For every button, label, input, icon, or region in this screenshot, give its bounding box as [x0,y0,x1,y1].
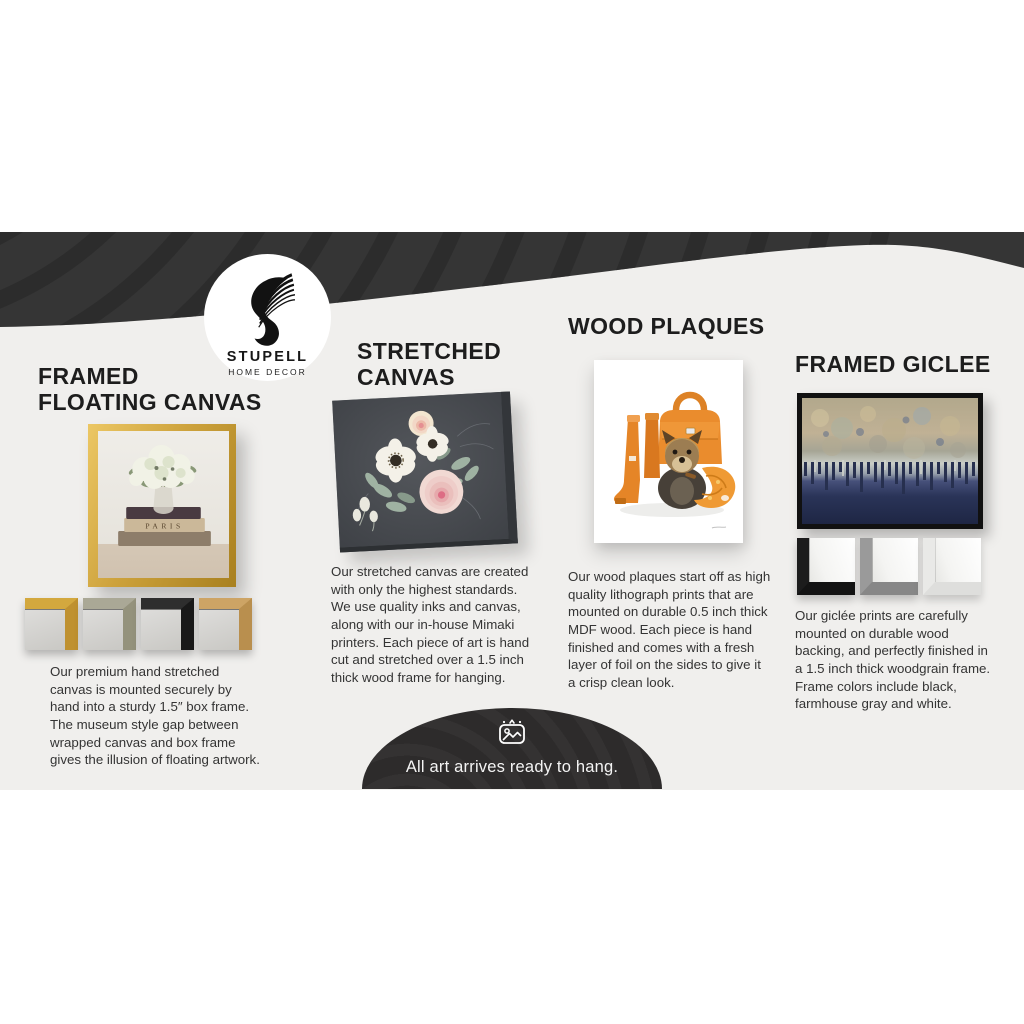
stretched-canvas-artwork [332,391,518,552]
giclee-frame-swatches [797,538,981,595]
frame-swatch-black [141,598,194,650]
floating-canvas-artwork [88,424,236,587]
section-description: Our premium hand stretched canvas is mounted securely by hand into a sturdy 1.5″ box frame. The museum style gap between wrapped canvas and box frame gives the illusion of floating artwork. [50,664,260,768]
brand-tagline: HOME DECOR [228,367,307,377]
frame-swatch-brass [199,598,252,650]
title-line: STRETCHED [357,338,502,364]
section-description: Our giclée prints are carefully mounted on durable wood backing, and perfectly finished in a 1.5 inch thick woodgrain frame. Frame colors include black, farmhouse gray and white. [795,608,991,712]
title-line: FLOATING CANVAS [38,389,262,416]
wood-plaque-artwork [594,360,743,543]
frame-swatch-gold [25,598,78,650]
frame-swatch-farmhouse-gray [860,538,918,595]
title-line: WOOD PLAQUES [568,313,765,339]
svg-text:PARIS: PARIS [145,521,184,531]
frame-swatch-pewter [83,598,136,650]
section-description: Our stretched canvas are created with only the highest standards. We use quality inks and canvas, along with our in-house Mimaki printers. Each piece of art is hand cut and stretched over a 1.5 inch thick wood frame for hanging. [331,564,530,686]
section-title-stretched-canvas [357,338,501,391]
banner-text: All art arrives ready to hang. [405,758,619,776]
floating-frame-swatches [25,598,252,650]
stupell-swoosh-icon [238,266,296,346]
frame-swatch-white [923,538,981,595]
title-line: FRAMED [38,363,139,389]
title-line: FRAMED GICLEE [795,351,991,377]
framed-picture-icon [495,717,529,747]
floating-canvas-art [98,431,229,578]
frame-swatch-black [797,538,855,595]
brand-name: STUPELL [226,349,309,365]
framed-giclee-artwork [797,393,983,529]
section-title-framed-giclee [795,351,991,377]
top-swoosh-band [0,230,1024,332]
section-description: Our wood plaques start off as high quality lithograph prints that are mounted on durable 0.5 inch thick MDF wood. Each piece is hand finished and comes with a fresh layer of foil on the sides to give it a crisp clean look. [568,569,771,691]
title-line: CANVAS [357,364,455,391]
section-title-wood-plaques [568,313,764,339]
